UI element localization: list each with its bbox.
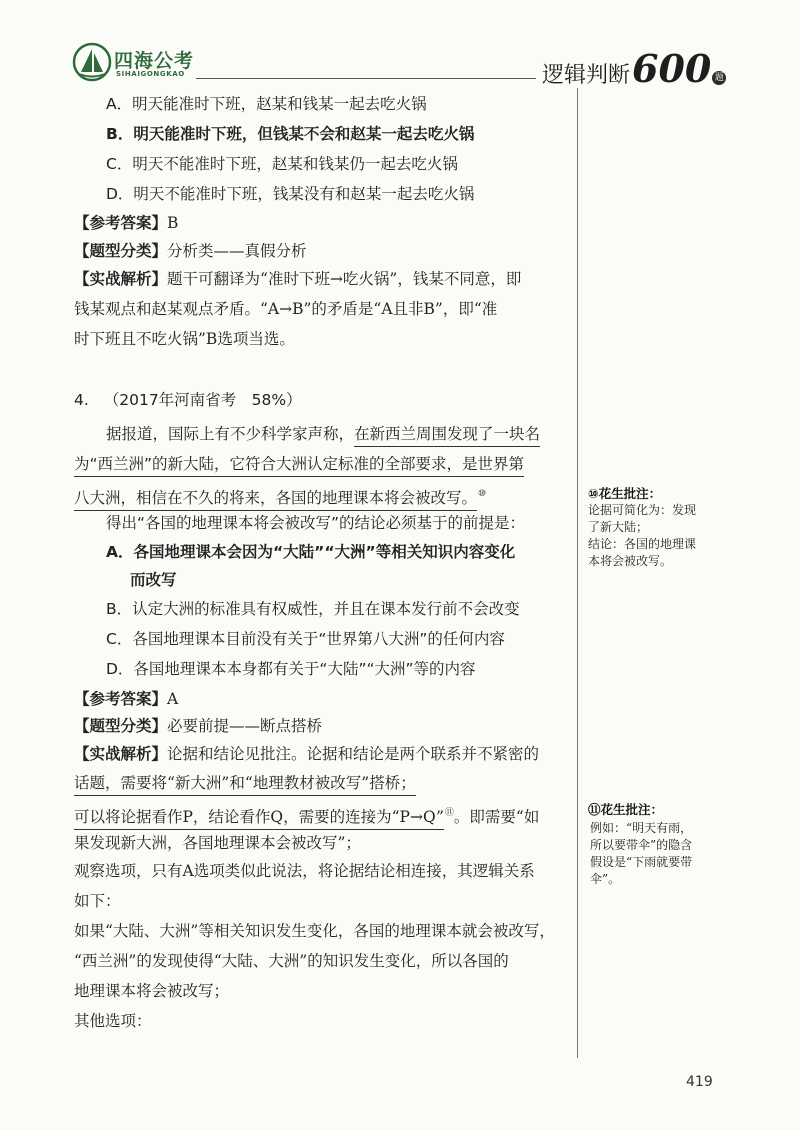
q3-type bbox=[74, 241, 307, 261]
q4-header bbox=[74, 390, 302, 410]
answer-tag: 【参考答案】 bbox=[74, 690, 168, 708]
q4-answer bbox=[74, 689, 178, 709]
answer-tag: 【参考答案】 bbox=[74, 214, 168, 232]
logo-name: 四海公考 bbox=[114, 50, 195, 72]
type-tag: 【题型分类】 bbox=[74, 717, 168, 735]
q3-option-d: D．明天不能准时下班，钱某没有和赵某一起去吃火锅 bbox=[106, 185, 475, 203]
q4-option-a-line-2: 而改写 bbox=[130, 571, 177, 589]
q3-analysis-line-1: 【实战解析】题干可翻译为“准时下班→吃火锅”，钱某不同意，即 bbox=[74, 270, 522, 288]
q4-stem-line-1: 据报道，国际上有不少科学家声称，在新西兰周围发现了一块名 bbox=[106, 424, 540, 444]
q3-option-b: B．明天能准时下班，但钱某不会和赵某一起去吃火锅 bbox=[106, 125, 475, 143]
side-note-11-line-4: 伞”。 bbox=[590, 872, 621, 886]
book-title-suffix: 题 bbox=[712, 71, 726, 85]
q4-stem-line-2: 为“西兰洲”的新大陆，它符合大洲认定标准的全部要求，是世界第 bbox=[74, 454, 524, 474]
q4-analysis-line-10: 其他选项： bbox=[74, 1012, 152, 1030]
question-source: （2017年河南省考 58%） bbox=[103, 391, 302, 409]
answer-value: A bbox=[167, 690, 179, 708]
footnote-ref-10: ⑩ bbox=[478, 489, 487, 499]
answer-value: B bbox=[167, 214, 179, 232]
book-title-text: 逻辑判断 bbox=[542, 63, 631, 88]
q4-analysis-line-6: 如下： bbox=[74, 892, 121, 910]
type-value: 分析类——真假分析 bbox=[167, 242, 307, 260]
side-note-10-line-2: 了新大陆； bbox=[588, 520, 649, 534]
type-tag: 【题型分类】 bbox=[74, 242, 168, 260]
q3-option-a: A．明天能准时下班，赵某和钱某一起去吃火锅 bbox=[106, 95, 427, 113]
side-note-10-line-1: 论据可简化为：发现 bbox=[588, 503, 697, 517]
q4-analysis-line-5: 观察选项，只有A选项类似此说法，将论据结论相连接，其逻辑关系 bbox=[74, 862, 535, 880]
side-note-11-line-1: 例如：“明天有雨， bbox=[590, 821, 693, 835]
footnote-ref-11: ⑪ bbox=[444, 808, 454, 818]
type-value: 必要前提——断点搭桥 bbox=[167, 717, 323, 735]
q4-analysis-line-8: “西兰洲”的发现使得“大陆、大洲”的知识发生变化，所以各国的 bbox=[74, 952, 509, 970]
analysis-tag: 【实战解析】 bbox=[74, 270, 168, 288]
q4-option-b: B．认定大洲的标准具有权威性，并且在课本发行前不会改变 bbox=[106, 600, 520, 618]
q4-question: 得出“各国的地理课本将会被改写”的结论必须基于的前提是： bbox=[106, 514, 526, 532]
q4-analysis-line-1: 【实战解析】论据和结论见批注。论据和结论是两个联系并不紧密的 bbox=[74, 745, 540, 763]
q4-analysis-line-4: 果发现新大洲，各国地理课本会被改写”； bbox=[74, 834, 361, 852]
side-note-10-line-4: 本将会被改写。 bbox=[588, 554, 673, 568]
sailboat-logo-icon bbox=[72, 42, 112, 82]
q4-analysis-line-2: 话题，需要将“新大洲”和“地理教材被改写”搭桥； bbox=[74, 773, 416, 793]
q4-stem-line-3: 八大洲，相信在不久的将来，各国的地理课本将会被改写。⑩ bbox=[74, 484, 486, 508]
question-number: 4. bbox=[74, 391, 89, 409]
underlined-premise: 在新西兰周围发现了一块名 bbox=[354, 425, 540, 447]
q3-answer bbox=[74, 213, 178, 233]
side-note-11-line-2: 所以要带伞”的隐含 bbox=[590, 838, 693, 852]
q4-option-a-line-1: A．各国地理课本会因为“大陆”“大洲”等相关知识内容变化 bbox=[106, 543, 516, 561]
q4-analysis-line-7: 如果“大陆、大洲”等相关知识发生变化，各国的地理课本就会被改写， bbox=[74, 922, 555, 940]
analysis-tag: 【实战解析】 bbox=[74, 745, 168, 763]
side-note-10-line-3: 结论：各国的地理课 bbox=[588, 537, 697, 551]
q3-analysis-line-2: 钱某观点和赵某观点矛盾。“A→B”的矛盾是“A且非B”，即“准 bbox=[74, 300, 498, 318]
book-title bbox=[542, 46, 726, 91]
book-title-number: 600 bbox=[632, 46, 712, 91]
q4-option-d: D．各国地理课本本身都有关于“大陆”“大洲”等的内容 bbox=[106, 660, 476, 678]
q3-analysis-line-3: 时下班且不吃火锅”B选项当选。 bbox=[74, 330, 295, 348]
q3-option-c: C．明天不能准时下班，赵某和钱某仍一起去吃火锅 bbox=[106, 155, 458, 173]
header-rule bbox=[196, 78, 536, 79]
q4-type bbox=[74, 716, 322, 736]
q4-analysis-line-3: 可以将论据看作P，结论看作Q，需要的连接为“P→Q”⑪。即需要“如 bbox=[74, 803, 539, 827]
side-note-10-title: ⑩花生批注： bbox=[588, 486, 662, 501]
side-note-11-title: ⑪花生批注： bbox=[588, 802, 664, 817]
margin-divider bbox=[577, 88, 578, 1058]
logo-subtitle: SIHAIGONGKAO bbox=[116, 70, 185, 78]
publisher-logo bbox=[72, 42, 195, 88]
side-note-11-line-3: 假设是“下雨就要带 bbox=[590, 855, 693, 869]
q4-analysis-line-9: 地理课本将会被改写； bbox=[74, 982, 230, 1000]
q4-option-c: C．各国地理课本目前没有关于“世界第八大洲”的任何内容 bbox=[106, 630, 505, 648]
page-number: 419 bbox=[686, 1074, 713, 1090]
